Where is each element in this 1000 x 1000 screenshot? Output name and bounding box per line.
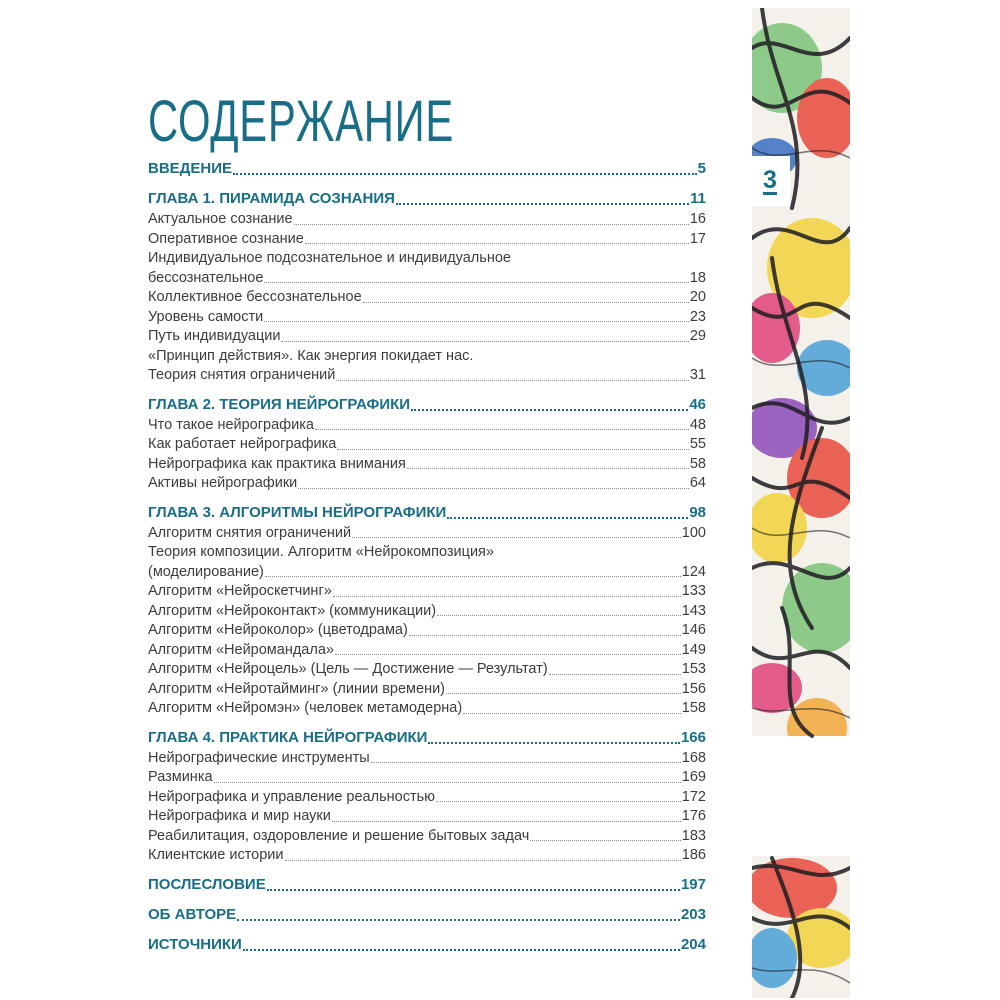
dot-leader bbox=[411, 409, 688, 411]
toc-entry-page: 17 bbox=[689, 230, 706, 247]
toc-entry-page: 203 bbox=[680, 905, 706, 923]
toc-item[interactable] bbox=[148, 699, 706, 719]
toc-entry-label: Алгоритм «Нейроколор» (цветодрама) bbox=[148, 622, 408, 638]
toc-entry-page: 149 bbox=[681, 641, 706, 658]
toc-chapter-4[interactable] bbox=[148, 727, 706, 749]
toc-entry-page: 168 bbox=[681, 749, 706, 766]
dot-leader bbox=[396, 203, 689, 205]
toc-entry-label: Нейрографика и управление реальностью bbox=[148, 788, 436, 805]
toc-entry-label: Алгоритм «Нейромандала» bbox=[148, 641, 334, 658]
dot-leader bbox=[243, 949, 680, 951]
toc-item[interactable] bbox=[148, 602, 706, 622]
toc-item[interactable] bbox=[148, 680, 706, 700]
dot-leader bbox=[267, 889, 680, 891]
toc-entry-page: 124 bbox=[681, 563, 706, 580]
toc-item[interactable] bbox=[148, 563, 706, 583]
toc-about-author[interactable] bbox=[148, 904, 706, 926]
toc-item[interactable] bbox=[148, 474, 706, 494]
toc-entry-label: Коллективное бессознательное bbox=[148, 289, 362, 305]
toc-item[interactable] bbox=[148, 210, 706, 230]
toc-item[interactable] bbox=[148, 524, 706, 544]
toc-item[interactable] bbox=[148, 455, 706, 475]
toc-entry-label: Клиентские истории bbox=[148, 847, 284, 863]
dot-leader bbox=[463, 713, 681, 714]
toc-entry-label: бессознательное bbox=[148, 269, 264, 286]
toc-entry-label: Оперативное сознание bbox=[148, 230, 304, 247]
toc-entry-page: 143 bbox=[681, 602, 706, 619]
toc-entry-label: Активы нейрографики bbox=[148, 475, 298, 491]
toc-item[interactable] bbox=[148, 230, 706, 250]
toc-item[interactable] bbox=[148, 416, 706, 436]
toc-entry-page: 98 bbox=[689, 503, 706, 521]
toc-entry-page: 5 bbox=[697, 160, 706, 177]
dot-leader bbox=[446, 693, 681, 694]
toc-entry-page: 29 bbox=[689, 328, 706, 344]
toc-entry-page: 64 bbox=[689, 475, 706, 491]
toc-entry-page: 48 bbox=[689, 416, 706, 433]
toc-entry-label: Алгоритм снятия ограничений bbox=[148, 524, 352, 541]
toc-item[interactable] bbox=[148, 288, 706, 308]
toc-entry-label: Теория снятия ограничений bbox=[148, 367, 336, 383]
dot-leader bbox=[428, 742, 680, 744]
toc-entry-page: 18 bbox=[689, 269, 706, 286]
toc-entry-label: Алгоритм «Нейротайминг» (линии времени) bbox=[148, 680, 446, 697]
toc-entry-label: Алгоритм «Нейроскетчинг» bbox=[148, 583, 332, 599]
toc-entry-label: ГЛАВА 4. ПРАКТИКА НЕЙРОГРАФИКИ bbox=[148, 728, 428, 746]
toc-item[interactable] bbox=[148, 641, 706, 661]
dot-leader bbox=[315, 429, 689, 430]
dot-leader bbox=[437, 615, 681, 616]
toc-entry-page: 133 bbox=[681, 583, 706, 599]
toc-item[interactable] bbox=[148, 269, 706, 289]
dot-leader bbox=[549, 674, 681, 675]
toc-entry-label: ГЛАВА 2. ТЕОРИЯ НЕЙРОГРАФИКИ bbox=[148, 395, 411, 413]
toc-entry-label: Разминка bbox=[148, 769, 213, 785]
dot-leader bbox=[447, 517, 688, 519]
toc-item[interactable] bbox=[148, 366, 706, 386]
toc-entry-page: 20 bbox=[689, 289, 706, 305]
toc-entry-page: 100 bbox=[681, 524, 706, 541]
toc-entry-page: 55 bbox=[689, 436, 706, 452]
dot-leader bbox=[285, 860, 681, 861]
toc-entry-page: 197 bbox=[680, 875, 706, 893]
toc-item[interactable] bbox=[148, 846, 706, 866]
toc-entry-page: 204 bbox=[680, 935, 706, 953]
toc-intro[interactable] bbox=[148, 158, 706, 180]
toc-entry-label: ПОСЛЕСЛОВИЕ bbox=[148, 875, 266, 893]
dot-leader bbox=[214, 782, 681, 783]
dot-leader bbox=[363, 302, 689, 303]
dot-leader bbox=[265, 576, 681, 577]
toc-entry-label: Уровень самости bbox=[148, 308, 264, 325]
dot-leader bbox=[305, 243, 689, 244]
toc-chapter-2[interactable] bbox=[148, 394, 706, 416]
toc-item[interactable] bbox=[148, 807, 706, 827]
toc-entry-page: 58 bbox=[689, 455, 706, 472]
toc-afterword[interactable] bbox=[148, 874, 706, 896]
toc-entry-page: 186 bbox=[681, 847, 706, 863]
toc-entry-page: 156 bbox=[681, 680, 706, 697]
toc-chapter-1[interactable] bbox=[148, 188, 706, 210]
toc-item[interactable] bbox=[148, 582, 706, 602]
dot-leader bbox=[335, 654, 681, 655]
toc-item-line1[interactable]: Индивидуальное подсознательное и индивидуальное bbox=[148, 250, 511, 266]
toc-entry-page: 31 bbox=[689, 367, 706, 383]
toc-entry-page: 46 bbox=[689, 395, 706, 413]
dot-leader bbox=[333, 596, 681, 597]
toc-entry-page: 172 bbox=[681, 788, 706, 805]
toc-sources[interactable] bbox=[148, 934, 706, 956]
toc-entry-page: 166 bbox=[680, 728, 706, 746]
toc-entry-label: ГЛАВА 1. ПИРАМИДА СОЗНАНИЯ bbox=[148, 190, 395, 207]
dot-leader bbox=[264, 321, 689, 322]
toc-item[interactable] bbox=[148, 788, 706, 808]
toc-entry-label: Алгоритм «Нейромэн» (человек метамодерна) bbox=[148, 700, 463, 716]
toc-item[interactable] bbox=[148, 435, 706, 455]
toc-entry-label: ГЛАВА 3. АЛГОРИТМЫ НЕЙРОГРАФИКИ bbox=[148, 503, 447, 521]
dot-leader bbox=[409, 635, 681, 636]
toc-entry-label: (моделирование) bbox=[148, 563, 264, 580]
toc-entry-label: Реабилитация, оздоровление и решение бытовых задач bbox=[148, 827, 530, 844]
toc-entry-label: Нейрографические инструменты bbox=[148, 749, 370, 766]
toc-entry-label: Что такое нейрографика bbox=[148, 416, 314, 433]
page-number: 3 bbox=[763, 165, 777, 194]
toc-entry-page: 146 bbox=[681, 622, 706, 638]
toc-entry-label: Путь индивидуации bbox=[148, 328, 281, 344]
toc-entry-page: 169 bbox=[681, 769, 706, 785]
dot-leader bbox=[371, 762, 681, 763]
dot-leader bbox=[530, 840, 681, 841]
dot-leader bbox=[352, 537, 681, 538]
dot-leader bbox=[294, 224, 689, 225]
dot-leader bbox=[336, 380, 688, 381]
page-title: СОДЕРЖАНИЕ bbox=[148, 89, 454, 154]
toc-item[interactable] bbox=[148, 749, 706, 769]
dot-leader bbox=[298, 488, 689, 489]
toc-entry-page: 158 bbox=[681, 700, 706, 716]
dot-leader bbox=[233, 173, 697, 175]
toc-entry-page: 176 bbox=[681, 808, 706, 824]
toc-entry-label: Нейрографика и мир науки bbox=[148, 808, 331, 824]
table-of-contents bbox=[148, 158, 706, 956]
toc-item[interactable] bbox=[148, 308, 706, 328]
toc-item[interactable] bbox=[148, 768, 706, 788]
toc-item[interactable] bbox=[148, 621, 706, 641]
dot-leader bbox=[281, 341, 688, 342]
toc-entry-label: ВВЕДЕНИЕ bbox=[148, 160, 232, 177]
page-number-badge bbox=[750, 156, 790, 206]
toc-entry-label: Актуальное сознание bbox=[148, 211, 293, 227]
dot-leader bbox=[407, 468, 689, 469]
toc-entry-label: Нейрографика как практика внимания bbox=[148, 455, 406, 472]
dot-leader bbox=[337, 449, 689, 450]
dot-leader bbox=[237, 919, 680, 921]
toc-entry-page: 16 bbox=[689, 211, 706, 227]
toc-entry-page: 23 bbox=[689, 308, 706, 325]
toc-chapter-3[interactable] bbox=[148, 502, 706, 524]
dot-leader bbox=[436, 801, 681, 802]
toc-item[interactable] bbox=[148, 327, 706, 347]
toc-item[interactable] bbox=[148, 660, 706, 680]
toc-entry-label: Алгоритм «Нейроцель» (Цель — Достижение — Результат) bbox=[148, 661, 548, 677]
toc-entry-page: 11 bbox=[690, 190, 706, 207]
toc-entry-page: 183 bbox=[681, 827, 706, 844]
toc-entry-label: ИСТОЧНИКИ bbox=[148, 935, 242, 953]
toc-entry-label: Алгоритм «Нейроконтакт» (коммуникации) bbox=[148, 602, 437, 619]
toc-item-line1[interactable]: «Принцип действия». Как энергия покидает нас. bbox=[148, 347, 474, 364]
dot-leader bbox=[264, 282, 688, 283]
dot-leader bbox=[332, 821, 681, 822]
toc-item-line1[interactable]: Теория композиции. Алгоритм «Нейрокомпозиция» bbox=[148, 544, 494, 560]
toc-entry-label: ОБ АВТОРЕ bbox=[148, 905, 237, 923]
toc-item[interactable] bbox=[148, 827, 706, 847]
toc-entry-page: 153 bbox=[681, 661, 706, 677]
toc-entry-label: Как работает нейрографика bbox=[148, 436, 337, 452]
